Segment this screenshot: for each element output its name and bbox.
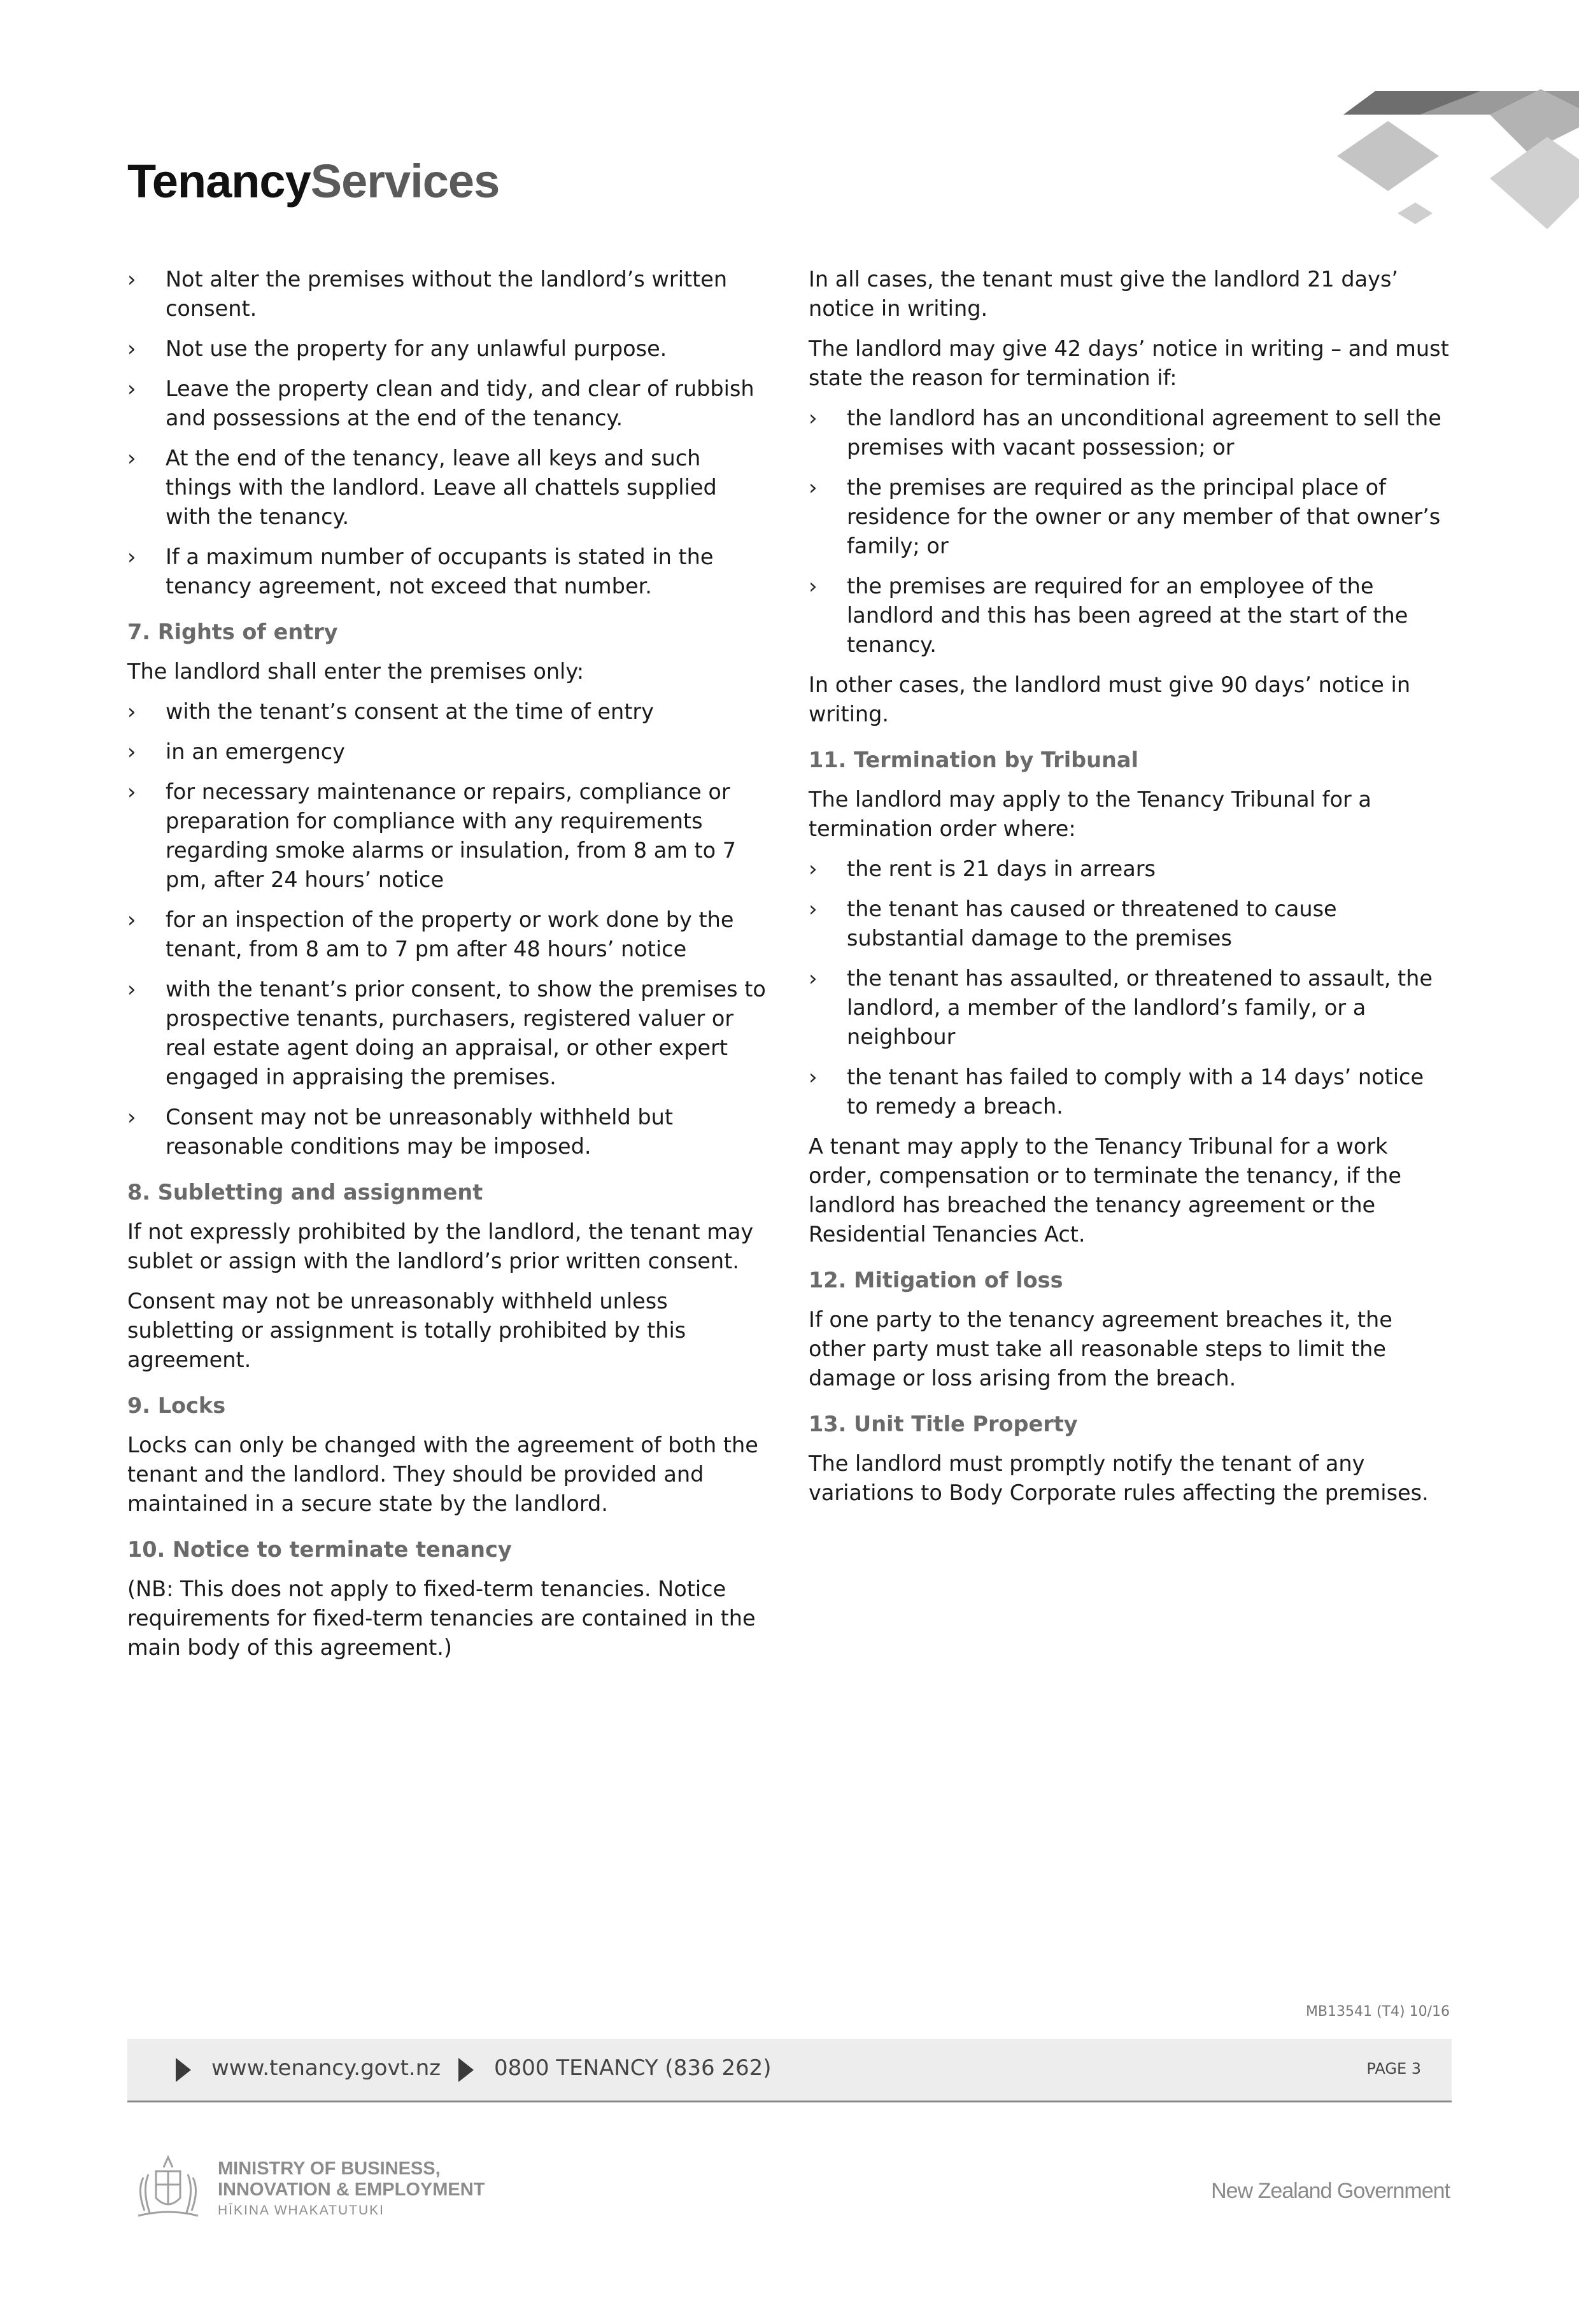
paragraph: In all cases, the tenant must give the landlord 21 days’ notice in writing. bbox=[809, 267, 1399, 321]
paragraph: Locks can only be changed with the agreement of both the tenant and the landlord. They should be provided and maintained in a secure state by the landlord. bbox=[127, 1433, 758, 1516]
nz-government-logo: New Zealand Government bbox=[1211, 2179, 1450, 2203]
chevron-bullet-icon: › bbox=[127, 907, 136, 933]
section-heading-termination-by-tribunal: 11. Termination by Tribunal bbox=[809, 748, 1138, 772]
list-item: › the landlord has an unconditional agreement to sell the premises with vacant possession; or bbox=[809, 404, 1452, 462]
list-item: › Not use the property for any unlawful purpose. bbox=[127, 334, 767, 364]
chevron-bullet-icon: › bbox=[127, 977, 136, 1002]
tenancy-services-logo bbox=[127, 155, 500, 208]
chevron-bullet-icon: › bbox=[127, 779, 136, 805]
list-item: › with the tenant’s prior consent, to show the premises to prospective tenants, purchasers, registered valuer or real estate agent doing an appraisal, or other expert engaged in appraising the premises. bbox=[127, 975, 767, 1092]
chevron-bullet-icon: › bbox=[809, 856, 818, 882]
list-item: › for an inspection of the property or work done by the tenant, from 8 am to 7 pm after 48 hours’ notice bbox=[127, 905, 767, 964]
termination-reasons-list bbox=[809, 404, 1452, 660]
ministry-logo-text bbox=[218, 2158, 485, 2218]
paragraph: The landlord may apply to the Tenancy Tribunal for a termination order where: bbox=[809, 787, 1371, 841]
logo-word-tenancy: Tenancy bbox=[127, 155, 311, 208]
website-link[interactable]: www.tenancy.govt.nz bbox=[211, 2055, 441, 2081]
list-item: › the tenant has failed to comply with a 14 days’ notice to remedy a breach. bbox=[809, 1063, 1452, 1121]
chevron-bullet-icon: › bbox=[127, 376, 136, 402]
ministry-name-line1: MINISTRY OF BUSINESS, bbox=[218, 2158, 441, 2179]
arrow-right-icon bbox=[458, 2058, 474, 2082]
right-column bbox=[809, 265, 1452, 1519]
chevron-bullet-icon: › bbox=[127, 544, 136, 570]
paragraph: If one party to the tenancy agreement breaches it, the other party must take all reasonable steps to limit the damage or loss arising from the breach. bbox=[809, 1307, 1392, 1391]
left-column bbox=[127, 265, 767, 1673]
ministry-maori-name: HĪKINA WHAKATUTUKI bbox=[218, 2203, 385, 2218]
chevron-bullet-icon: › bbox=[809, 574, 818, 599]
chevron-bullet-icon: › bbox=[127, 336, 136, 362]
chevron-bullet-icon: › bbox=[127, 446, 136, 471]
chevron-bullet-icon: › bbox=[809, 1065, 818, 1090]
section-heading-locks: 9. Locks bbox=[127, 1393, 226, 1418]
list-item: › Leave the property clean and tidy, and clear of rubbish and possessions at the end of the tenancy. bbox=[127, 374, 767, 433]
obligations-list bbox=[127, 265, 767, 601]
chevron-bullet-icon: › bbox=[127, 739, 136, 765]
paragraph: Consent may not be unreasonably withheld unless subletting or assignment is totally prohibited by this agreement. bbox=[127, 1289, 686, 1372]
list-item: › the premises are required as the principal place of residence for the owner or any member of that owner’s family; or bbox=[809, 473, 1452, 561]
chevron-bullet-icon: › bbox=[809, 475, 818, 500]
list-item: › the rent is 21 days in arrears bbox=[809, 854, 1452, 884]
paragraph: The landlord must promptly notify the tenant of any variations to Body Corporate rules affecting the premises. bbox=[809, 1451, 1429, 1505]
chevron-bullet-icon: › bbox=[809, 406, 818, 431]
list-item: › the premises are required for an employee of the landlord and this has been agreed at the start of the tenancy. bbox=[809, 572, 1452, 660]
ministry-name-line2: INNOVATION & EMPLOYMENT bbox=[218, 2179, 485, 2200]
coat-of-arms-icon bbox=[131, 2152, 206, 2222]
chevron-bullet-icon: › bbox=[127, 267, 136, 292]
chevron-bullet-icon: › bbox=[127, 699, 136, 725]
page-number: PAGE 3 bbox=[1366, 2060, 1421, 2078]
arrow-right-icon bbox=[176, 2058, 191, 2082]
paragraph: In other cases, the landlord must give 90 days’ notice in writing. bbox=[809, 672, 1411, 726]
chevron-bullet-icon: › bbox=[809, 896, 818, 922]
section-heading-notice-to-terminate: 10. Notice to terminate tenancy bbox=[127, 1537, 512, 1562]
section-heading-rights-of-entry: 7. Rights of entry bbox=[127, 620, 338, 644]
paragraph: (NB: This does not apply to fixed-term tenancies. Notice requirements for fixed-term tenancies are contained in the main body of this agreement.) bbox=[127, 1576, 756, 1660]
list-item: › Consent may not be unreasonably withheld but reasonable conditions may be imposed. bbox=[127, 1103, 767, 1161]
paragraph: The landlord shall enter the premises only: bbox=[127, 659, 584, 684]
tribunal-grounds-list bbox=[809, 854, 1452, 1121]
document-reference-code: MB13541 (T4) 10/16 bbox=[1305, 2004, 1450, 2020]
list-item: › Not alter the premises without the landlord’s written consent. bbox=[127, 265, 767, 323]
list-item: › for necessary maintenance or repairs, compliance or preparation for compliance with any requirements regarding smoke alarms or insulation, from 8 am to 7 pm, after 24 hours’ notice bbox=[127, 777, 767, 895]
paragraph: The landlord may give 42 days’ notice in writing – and must state the reason for termination if: bbox=[809, 336, 1449, 390]
section-heading-unit-title-property: 13. Unit Title Property bbox=[809, 1412, 1078, 1436]
decorative-diamonds-graphic bbox=[1337, 89, 1579, 242]
chevron-bullet-icon: › bbox=[127, 1105, 136, 1130]
rights-of-entry-list bbox=[127, 697, 767, 1161]
phone-number: 0800 TENANCY (836 262) bbox=[494, 2055, 772, 2081]
logo-word-services: Services bbox=[310, 155, 500, 208]
section-heading-subletting: 8. Subletting and assignment bbox=[127, 1180, 483, 1205]
list-item: › If a maximum number of occupants is stated in the tenancy agreement, not exceed that number. bbox=[127, 542, 767, 601]
list-item: › the tenant has assaulted, or threatened to assault, the landlord, a member of the landlord’s family, or a neighbour bbox=[809, 964, 1452, 1052]
footer-contact-bar bbox=[127, 2039, 1452, 2102]
paragraph: A tenant may apply to the Tenancy Tribunal for a work order, compensation or to terminate the tenancy, if the landlord has breached the tenancy agreement or the Residential Tenancies Act. bbox=[809, 1134, 1401, 1247]
list-item: › in an emergency bbox=[127, 737, 767, 767]
list-item: › At the end of the tenancy, leave all keys and such things with the landlord. Leave all chattels supplied with the tenancy. bbox=[127, 444, 767, 532]
section-heading-mitigation-of-loss: 12. Mitigation of loss bbox=[809, 1268, 1063, 1293]
list-item: › with the tenant’s consent at the time of entry bbox=[127, 697, 767, 726]
paragraph: If not expressly prohibited by the landlord, the tenant may sublet or assign with the landlord’s prior written consent. bbox=[127, 1219, 754, 1273]
chevron-bullet-icon: › bbox=[809, 966, 818, 991]
list-item: › the tenant has caused or threatened to cause substantial damage to the premises bbox=[809, 895, 1452, 953]
